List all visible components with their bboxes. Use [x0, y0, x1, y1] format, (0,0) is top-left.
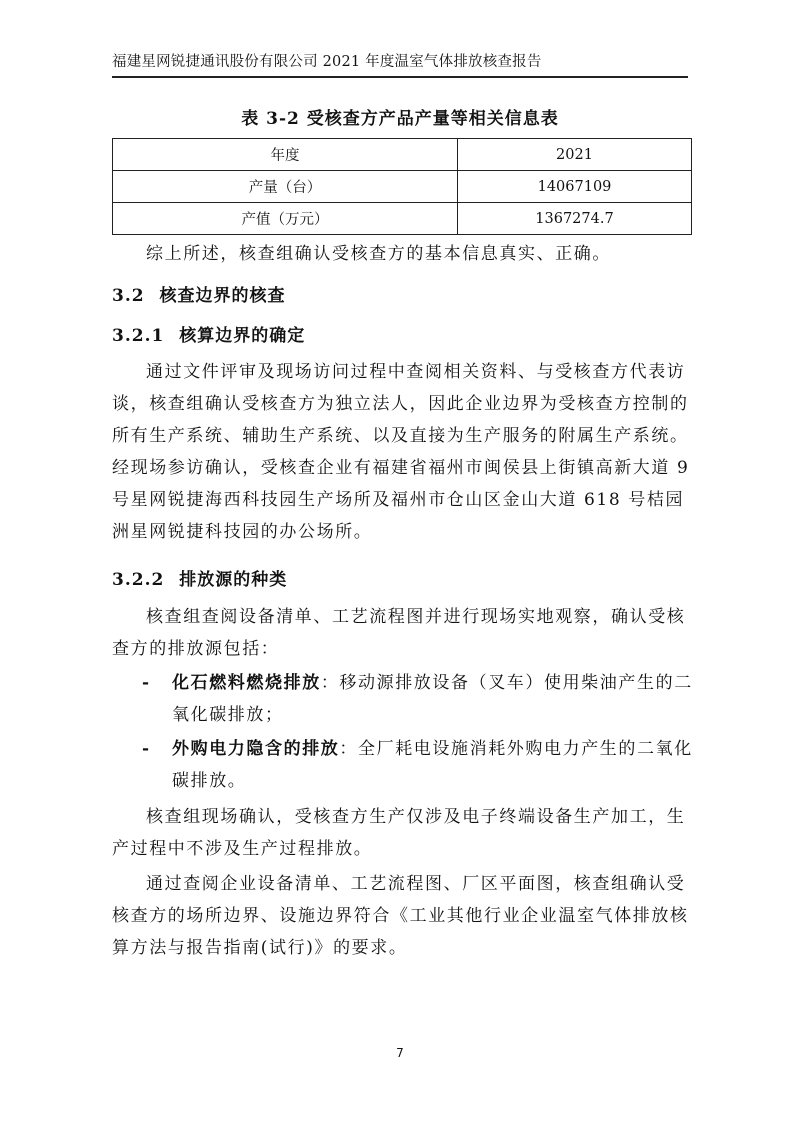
- table-cell-label: 年度: [113, 139, 458, 171]
- section-number: 3.2: [112, 286, 145, 306]
- process-paragraph: 核查组现场确认，受核查方生产仅涉及电子终端设备生产加工，生产过程中不涉及生产过程排放。: [112, 807, 686, 859]
- section-title: 核算边界的确定: [179, 326, 306, 346]
- emission-intro-block: [112, 601, 696, 665]
- section-title: 排放源的种类: [179, 570, 288, 590]
- bullet-text: ：全厂耗电设施消耗外购电力产生的二氧化碳排放。: [172, 739, 693, 791]
- emission-intro-paragraph: 核查组查阅设备清单、工艺流程图并进行现场实地观察，确认受核查方的排放源包括：: [112, 607, 686, 659]
- boundary-paragraph: 通过文件评审及现场访问过程中查阅相关资料、与受核查方代表访谈，核查组确认受核查方为独立法人，因此企业边界为受核查方控制的所有生产系统、辅助生产系统、以及直接为生产服务的附属生产系统。经现场参访确认，受核查企业有福建省福州市闽侯县上街镇高新大道 9 号星网锐捷海西科技园生产场所及福州市仓山区金山大道 618 号桔园洲星网锐捷科技园的办公场所。: [112, 362, 690, 542]
- list-item: [112, 667, 696, 731]
- bullet-text: ：移动源排放设备（叉车）使用柴油产生的二氧化碳排放；: [172, 673, 693, 725]
- section-heading-3-2-1: [112, 321, 305, 346]
- header-text: 福建星网锐捷通讯股份有限公司 2021 年度温室气体排放核查报告: [112, 54, 542, 70]
- page-header: [112, 52, 688, 78]
- section-number: 3.2.2: [112, 570, 165, 590]
- bullet-title: 化石燃料燃烧排放: [172, 673, 321, 693]
- compliance-paragraph-block: [112, 868, 696, 964]
- process-paragraph-block: [112, 801, 696, 865]
- summary-paragraph: 综上所述，核查组确认受核查方的基本信息真实、正确。: [146, 244, 611, 264]
- bullet-mark: -: [142, 739, 151, 759]
- section-title: 核查边界的核查: [159, 286, 286, 306]
- summary-paragraph-block: [112, 238, 696, 270]
- bullet-body: [172, 733, 696, 797]
- table-cell-value: 14067109: [458, 171, 692, 203]
- compliance-paragraph: 通过查阅企业设备清单、工艺流程图、厂区平面图，核查组确认受核查方的场所边界、设施边界符合《工业其他行业企业温室气体排放核算方法与报告指南(试行)》的要求。: [112, 874, 689, 958]
- table-row: [113, 203, 692, 235]
- section-heading-3-2-2: [112, 565, 287, 590]
- section-heading-3-2: [112, 281, 286, 306]
- boundary-paragraph-block: [112, 356, 696, 548]
- table-cell-label: 产量（台）: [113, 171, 458, 203]
- bullet-body: [172, 667, 696, 731]
- section-number: 3.2.1: [112, 326, 165, 346]
- table-title: 表 3-2 受核查方产品产量等相关信息表: [241, 109, 559, 129]
- bullet-mark: -: [142, 673, 151, 693]
- table-cell-value: 2021: [458, 139, 692, 171]
- info-table: [112, 138, 692, 235]
- table-row: [113, 139, 692, 171]
- bullet-title: 外购电力隐含的排放: [172, 739, 340, 759]
- page-number: 7: [396, 1046, 404, 1060]
- table-row: [113, 171, 692, 203]
- table-cell-value: 1367274.7: [458, 203, 692, 235]
- list-item: [112, 733, 696, 797]
- table-cell-label: 产值（万元）: [113, 203, 458, 235]
